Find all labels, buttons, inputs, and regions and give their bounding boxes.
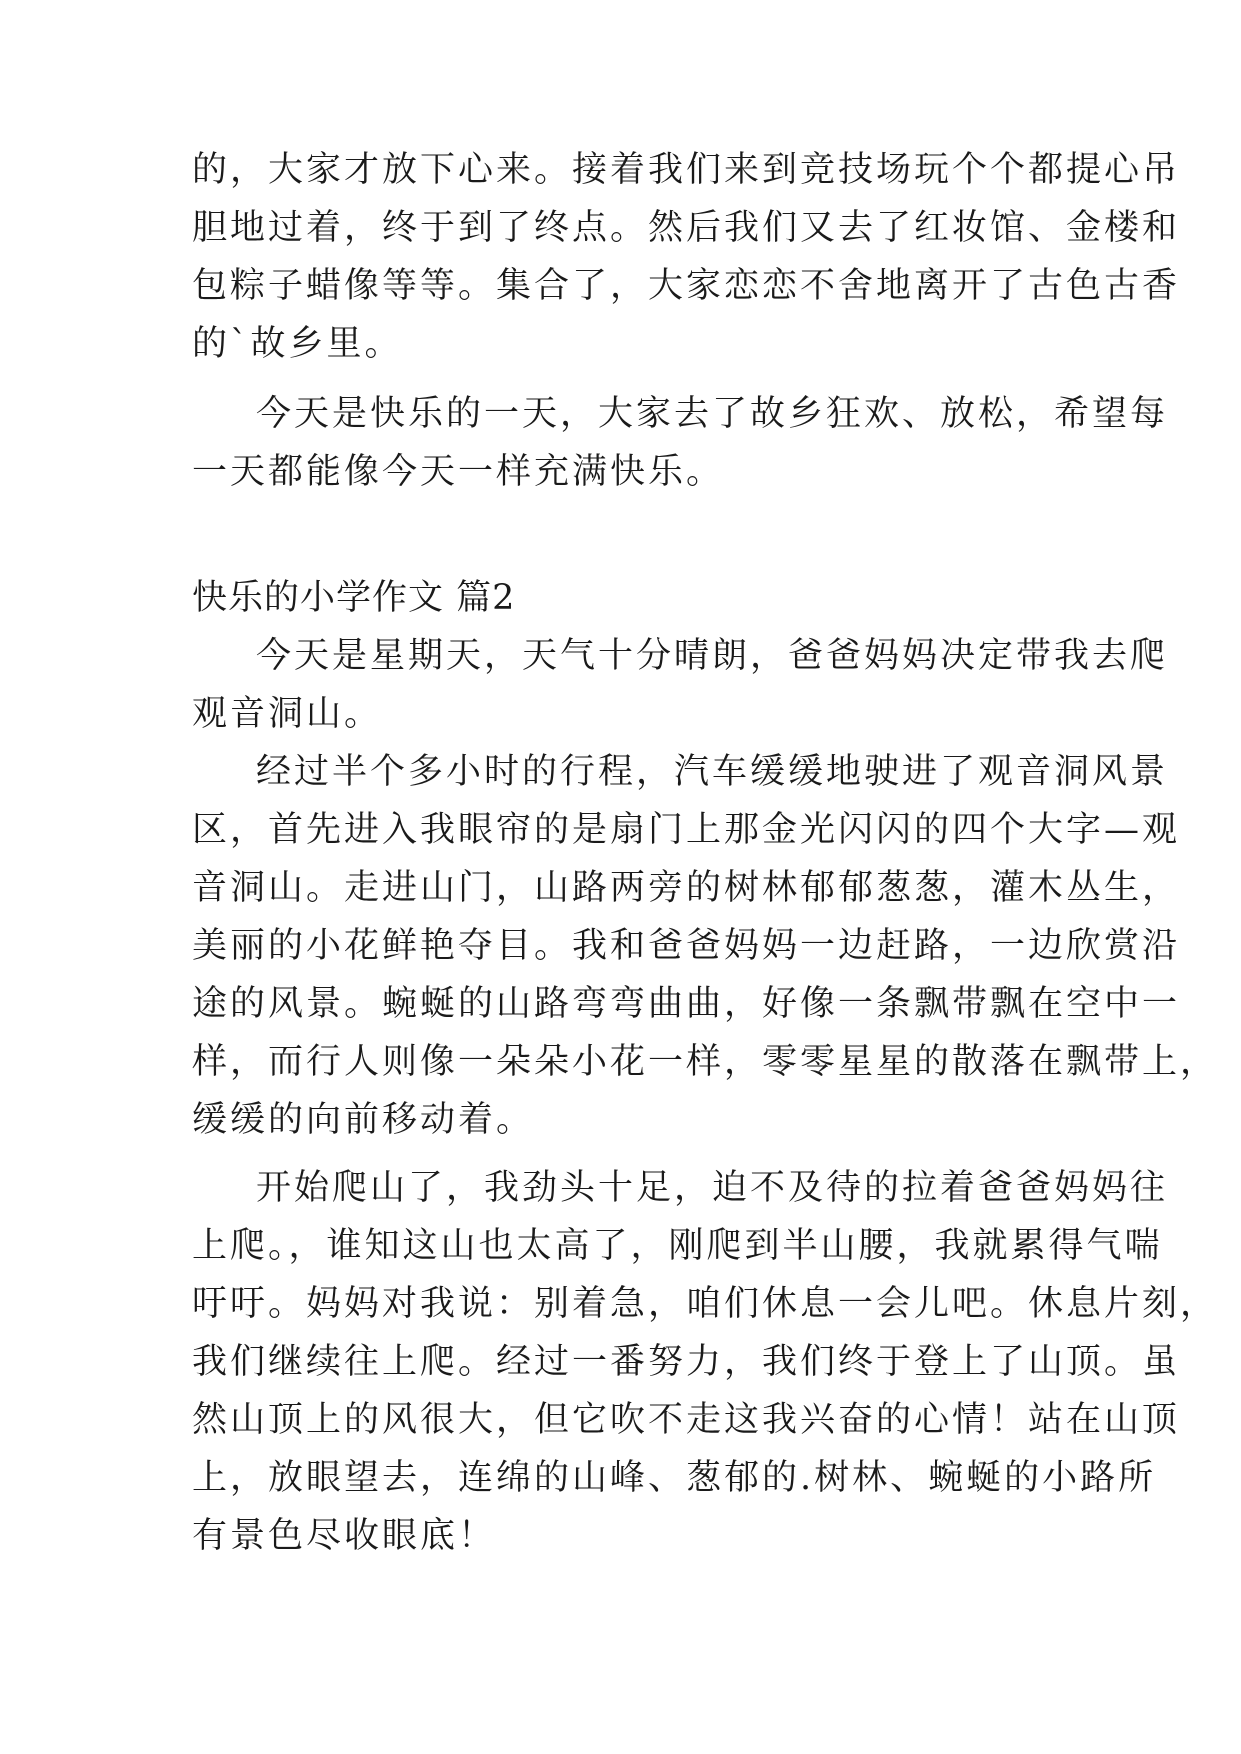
text-line: 然山顶上的风很大，但它吹不走这我兴奋的心情！站在山顶 [192, 1400, 1181, 1440]
text-line: 经过半个多小时的行程，汽车缓缓地驶进了观音洞风景 [256, 752, 1169, 792]
text-line: 途的风景。蜿蜒的山路弯弯曲曲，好像一条飘带飘在空中一 [192, 984, 1181, 1024]
text-line: 有景色尽收眼底！ [192, 1516, 497, 1556]
text-line: 开始爬山了，我劲头十足，迫不及待的拉着爸爸妈妈往 [256, 1168, 1169, 1208]
section-heading: 快乐的小学作文 篇2 [192, 578, 516, 618]
text-line: 美丽的小花鲜艳夺目。我和爸爸妈妈一边赶路，一边欣赏沿 [192, 926, 1181, 966]
text-line: 的，大家才放下心来。接着我们来到竞技场玩个个都提心吊 [192, 150, 1181, 190]
text-line: 观音洞山。 [192, 694, 383, 734]
text-line: 一天都能像今天一样充满快乐。 [192, 452, 725, 492]
text-line: 今天是快乐的一天，大家去了故乡狂欢、放松，希望每 [256, 394, 1169, 434]
text-line: 上，放眼望去，连绵的山峰、葱郁的.树林、蜿蜒的小路所 [192, 1458, 1157, 1498]
text-line: 区，首先进入我眼帘的是扇门上那金光闪闪的四个大字—观 [192, 810, 1181, 850]
text-line: 吁吁。妈妈对我说：别着急，咱们休息一会儿吧。休息片刻， [192, 1284, 1219, 1324]
text-line: 的`故乡里。 [192, 324, 403, 364]
text-line: 音洞山。走进山门，山路两旁的树林郁郁葱葱，灌木丛生， [192, 868, 1181, 908]
text-line: 包粽子蜡像等等。集合了，大家恋恋不舍地离开了古色古香 [192, 266, 1181, 306]
text-line: 今天是星期天，天气十分晴朗，爸爸妈妈决定带我去爬 [256, 636, 1169, 676]
text-line: 样，而行人则像一朵朵小花一样，零零星星的散落在飘带上， [192, 1042, 1219, 1082]
text-line: 上爬。，谁知这山也太高了，刚爬到半山腰，我就累得气喘 [192, 1226, 1163, 1266]
text-line: 胆地过着，终于到了终点。然后我们又去了红妆馆、金楼和 [192, 208, 1181, 248]
text-line: 我们继续往上爬。经过一番努力，我们终于登上了山顶。虽 [192, 1342, 1181, 1382]
text-line: 缓缓的向前移动着。 [192, 1100, 535, 1140]
